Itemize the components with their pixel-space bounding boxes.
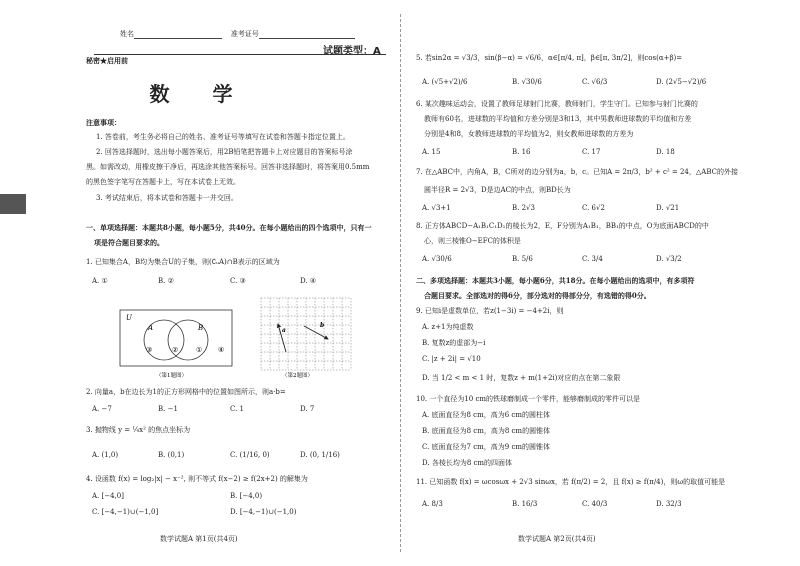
notes-item: 1. 答卷前，考生务必将自己的姓名、准考证号等填写在试卷和答题卡指定位置上。 [96,133,350,141]
q5-option-a: A. (√5+√2)/6 [422,78,468,86]
q11-option-d: D. 32/3 [656,500,682,508]
q6-option-b: B. 16 [512,148,531,156]
footer-right: 数学试题A 第2页(共4页) [518,535,596,543]
q3-option-b: B. (0,1) [158,451,185,459]
q5-stem: 5. 若sin2α = √3/3，sin(β−α) = √6/6，α∈[π/4, π]，β∈[π, 3π/2]，则cos(α+β)= [416,54,683,62]
fig1-caption: （第1题图） [156,373,187,379]
q11-option-c: C. 40/3 [582,500,608,508]
vector-b-label: b [320,322,325,329]
q10-option-b: B. 底面直径为8 cm，高为8 cm的圆锥体 [422,427,551,435]
q9-option-b: B. 复数z的虚部为−i [422,339,486,347]
header-rule [94,54,386,55]
q5-option-d: D. (2√5−√2)/6 [656,78,707,86]
footer-left: 数学试题A 第1页(共4页) [160,535,238,543]
q2-option-b: B. −1 [158,405,178,413]
q9-option-c: C. |z + 2i| = √10 [422,355,481,363]
q6-option-d: D. 18 [656,148,675,156]
q7-option-a: A. √3+1 [422,204,451,212]
q8-line: 8. 正方体ABCD−A₁B₁C₁D₁的棱长为2，E，F分别为A₁B₁，BB₁的中点，O为底面ABCD的中 [416,222,709,230]
notes-item: 2. 回答选择题时，选出每小题答案后，用2B铅笔把答题卡上对应题目的答案标号涂 [96,148,353,156]
section2-line1: 二、多项选择题：本题共3小题，每小题6分，共18分。在每小题给出的选项中，有多项符 [416,276,695,285]
exam-type: 试题类型：A [323,46,381,57]
q2-option-c: C. 1 [230,405,245,413]
q8-option-c: C. 3/4 [582,255,603,263]
q10-option-d: D. 各棱长均为8 cm的四面体 [422,459,513,467]
notes-item: 黑。如需改动，用橡皮擦干净后，再选涂其他答案标号。回答非选择题时，将答案用0.5mm [86,163,370,171]
q9-option-d: D. 当 1/2 < m < 1 时，复数z + m(1+2i)对应的点在第二象限 [422,374,621,382]
q7-line: 圆半径R = 2√3，D是边AC的中点，则BD长为 [424,186,571,194]
secret-mark: 秘密★启用前 [86,56,128,65]
q10-option-a: A. 底面直径为8 cm，高为6 cm的圆柱体 [422,411,550,419]
q6-line: 分别是4和8，女教师进球数的平均值为2，则女教师进球数的方差为 [424,130,634,138]
q4-option-b: B. [−4,0) [230,492,263,500]
q11-option-a: A. 8/3 [422,500,443,508]
q11-option-b: B. 16/3 [512,500,538,508]
venn-region-1: ③ [146,346,153,354]
q10-option-c: C. 底面直径为7 cm，高为9 cm的圆锥体 [422,443,551,451]
q2-option-d: D. 7 [300,405,315,413]
venn-region-3: ① [196,346,203,354]
fig2-caption: （第2题图） [282,373,313,379]
q4-option-c: C. [−4,−1)∪(−1,0] [92,508,159,516]
venn-label-b: B [198,324,204,332]
q3-option-c: C. (1/16, 0) [230,451,270,459]
name-label: 姓名 [120,30,134,38]
q6-option-c: C. 17 [582,148,601,156]
q4-stem: 4. 设函数 f(x) = log₂|x| − x⁻², 则不等式 f(x−2) ≥ f(2x+2) 的解集为 [86,475,308,483]
q1-option-a: A. ① [92,277,108,285]
q7-option-d: D. √21 [656,204,680,212]
q8-option-a: A. √30/6 [422,255,452,263]
q3-option-a: A. (1,0) [92,451,119,459]
q11-stem: 11. 已知函数 f(x) = ωcosωx + 2√3 sinωx，若 f(π/2) = 2，且 f(x) ≥ f(π/4)，则ω的取值可能是 [416,478,726,486]
q8-line: 心，则三棱锥O−EFC的体积是 [424,237,521,245]
q1-option-c: C. ③ [230,277,246,285]
q4-option-d: D. [−4,−1)∪(−1,0) [230,508,297,516]
page-title: 数 学 [149,82,251,106]
notes-item: 3. 考试结束后，将本试卷和答题卡一并交回。 [96,194,238,202]
notes-item: 的黑色签字笔写在答题卡上，写在本试卷上无效。 [86,178,240,186]
q1-stem: 1. 已知集合A，B均为集合U的子集，则(∁ᵤA)∩B表示的区域为 [86,258,280,266]
q2-option-a: A. −7 [92,405,112,413]
venn-region-2: ② [172,346,179,354]
q6-option-a: A. 15 [422,148,441,156]
q3-option-d: D. (0, 1/16) [300,451,340,459]
q6-line: 6. 某次趣味运动会，设置了教师足球射门比赛，教师射门，学生守门。已知参与射门比赛的 [416,100,698,108]
q5-option-c: C. √6/3 [582,78,608,86]
venn-label-u: U [126,314,132,322]
right-page [402,0,800,566]
q7-option-c: C. 6√2 [582,204,605,212]
vector-grid-figure [256,294,356,380]
q8-option-d: D. √3/2 [656,255,682,263]
q8-option-b: B. 5/6 [512,255,533,263]
name-field [120,30,355,39]
q7-option-b: B. 2√3 [512,204,535,212]
id-label: 准考证号 [230,30,259,38]
vector-a-label: a [282,327,286,334]
notes-heading: 注意事项： [86,118,121,127]
q5-option-b: B. √30/6 [512,78,542,86]
q1-option-b: B. ② [158,277,174,285]
section2-line2: 合题目要求。全部选对的得6分，部分选对的得部分分，有选错的得0分。 [424,291,651,300]
q10-stem: 10. 一个直径为10 cm的铁球磨制成一个零件，能够磨制成的零件可以是 [416,395,641,403]
venn-region-4: ④ [218,346,225,354]
q9-option-a: A. z+1为纯虚数 [422,323,474,331]
q6-line: 教师有60名，进球数的平均值和方差分别是3和13，其中男教师进球数的平均值和方差 [424,115,692,123]
venn-label-a: A [148,324,154,332]
section1-line1: 一、单项选择题：本题共8小题，每小题5分，共40分。在每小题给出的四个选项中，只有一 [86,223,372,232]
q1-option-d: D. ④ [300,277,317,285]
section1-line2: 项是符合题目要求的。 [94,238,164,247]
q3-stem: 3. 抛物线 y = ¼x² 的焦点坐标为 [86,426,191,434]
page-divider [400,14,401,552]
q4-option-a: A. [−4,0] [92,492,124,500]
venn-diagram [118,296,236,380]
q9-stem: 9. 已知i是虚数单位，若z(1−3i) = −4+2i，则 [416,307,564,315]
q2-stem: 2. 向量a，b在边长为1的正方形网格中的位置如图所示，则a·b= [86,388,286,396]
q7-line: 7. 在△ABC中，内角A，B，C所对的边分别为a，b，c。已知A = 2π/3，b² + c² = 24，△ABC的外接 [416,168,738,176]
